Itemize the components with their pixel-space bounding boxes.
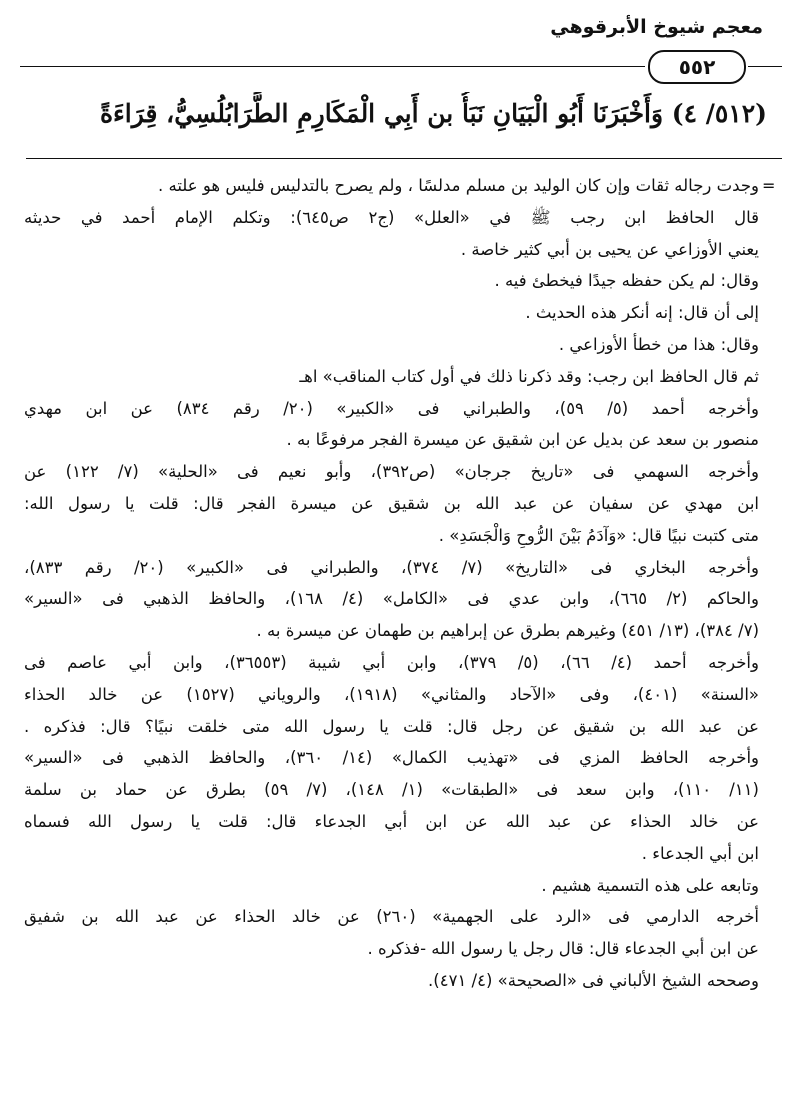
body-line: وقال: لم يكن حفظه جيدًا فيخطئ فيه . bbox=[494, 271, 759, 291]
body-line: عن عبد الله بن شقيق عن رجل قال: قلت يا رسول الله متى خلقت نبيًا؟ قال: فذكره . bbox=[24, 716, 759, 736]
body-line: عن خالد الحذاء عن عبد الله عن ابن أبي الجدعاء قال: قلت يا رسول الله فسماه bbox=[24, 811, 759, 831]
page-number-badge: ٥٥٢ bbox=[648, 50, 746, 84]
header-rule-left bbox=[20, 66, 645, 67]
body-line: ثم قال الحافظ ابن رجب: وقد ذكرنا ذلك في أول كتاب المناقب» اهـ bbox=[299, 366, 759, 386]
heading-rule bbox=[26, 158, 782, 159]
body-line: منصور بن سعد عن بديل عن ابن شقيق عن ميسرة الفجر مرفوعًا به . bbox=[286, 430, 759, 450]
header-rule-right bbox=[748, 66, 782, 67]
body-line: وجدت رجاله ثقات وإن كان الوليد بن مسلم مدلسًا ، ولم يصرح بالتدليس فليس هو علته . bbox=[157, 176, 759, 195]
body-line: وأخرجه السهمي فى «تاريخ جرجان» (ص٣٩٢)، وأبو نعيم فى «الحلية» (٧/ ١٢٢) عن bbox=[24, 462, 759, 482]
body-line: وأخرجه الحافظ المزي فى «تهذيب الكمال» (١٤/ ٣٦٠)، والحافظ الذهبي فى «السير» bbox=[24, 748, 759, 768]
body-line: والحاكم (٢/ ٦٦٥)، وابن عدي فى «الكامل» (٤/ ١٦٨)، والحافظ الذهبي فى «السير» bbox=[24, 589, 759, 609]
body-line: وقال: هذا من خطأ الأوزاعي . bbox=[558, 334, 759, 354]
continuation-mark: = bbox=[762, 176, 776, 195]
body-line: وصححه الشيخ الألباني فى «الصحيحة» (٤/ ٤٧١). bbox=[428, 970, 759, 990]
body-line: متى كتبت نبيًا قال: «وَآدَمُ بَيْنَ الرُّوحِ وَالْجَسَدِ» . bbox=[438, 525, 759, 545]
running-header-title: معجم شيوخ الأبرقوهي bbox=[550, 16, 763, 38]
body-line: إلى أن قال: إنه أنكر هذه الحديث . bbox=[525, 303, 759, 323]
body-line: وأخرجه أحمد (٤/ ٦٦)، (٥/ ٣٧٩)، وابن أبي شيبة (٣٦٥٥٣)، وابن أبي عاصم فى bbox=[24, 652, 759, 672]
body-line: (١١/ ١١٠)، وابن سعد فى «الطبقات» (١/ ١٤٨)، (٧/ ٥٩) بطرق عن حماد بن سلمة bbox=[24, 780, 759, 800]
body-line: قال الحافظ ابن رجب ﷺ في «العلل» (ج٢ ص٦٤٥): وتكلم الإمام أحمد في حديثه bbox=[24, 207, 759, 227]
body-line: وأخرجه أحمد (٥/ ٥٩)، والطبراني فى «الكبير» (٢٠/ رقم ٨٣٤) عن ابن مهدي bbox=[24, 398, 759, 418]
body-line: «السنة» (٤٠١)، وفى «الآحاد والمثاني» (١٩١٨)، والروياني (١٥٢٧) عن خالد الحذاء bbox=[24, 684, 759, 704]
entry-heading: (٥١٢/ ٤) وَأَخْبَرَنَا أَبُو الْبَيَانِ نَبَأُ بن أَبِي الْمَكَارِمِ الطَّرَابُلُسِيُّ، قِرَاءَةً bbox=[99, 99, 767, 128]
body-line: وأخرجه البخاري فى «التاريخ» (٧/ ٣٧٤)، والطبراني فى «الكبير» (٢٠/ رقم ٨٣٣)، bbox=[24, 557, 759, 577]
body-line: وتابعه على هذه التسمية هشيم . bbox=[541, 875, 759, 895]
body-text bbox=[24, 170, 759, 997]
body-line: ابن أبي الجدعاء . bbox=[641, 843, 759, 863]
body-line: أخرجه الدارمي فى «الرد على الجهمية» (٢٦٠) عن خالد الحذاء عن عبد الله بن شفيق bbox=[24, 907, 759, 927]
body-line: عن ابن أبي الجدعاء قال: قال رجل يا رسول الله -فذكره . bbox=[367, 939, 759, 959]
body-line: (٧/ ٣٨٤)، (١٣/ ٤٥١) وغيرهم بطرق عن إبراهيم بن طهمان عن ميسرة به . bbox=[256, 621, 759, 641]
body-line: يعني الأوزاعي عن يحيى بن أبي كثير خاصة . bbox=[460, 239, 759, 259]
body-line: ابن مهدي عن سفيان عن عبد الله بن شقيق عن ميسرة الفجر قال: قلت يا رسول الله: bbox=[24, 493, 759, 513]
